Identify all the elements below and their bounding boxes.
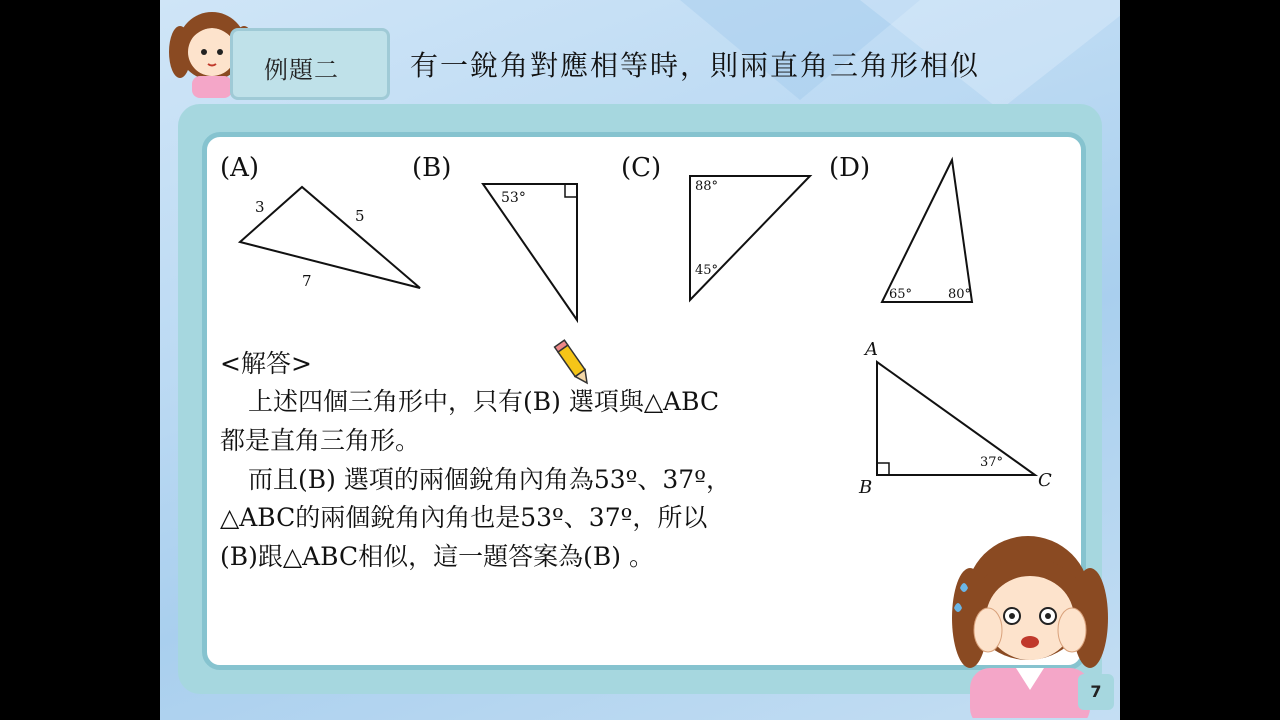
slide-title: 有一銳角對應相等時，則兩直角三角形相似 <box>410 49 981 82</box>
angle-label: 53° <box>501 190 526 206</box>
side-label: 5 <box>355 207 365 225</box>
side-label: 7 <box>302 272 312 290</box>
example-label: 例題二 <box>264 56 339 84</box>
side-label: 3 <box>255 198 265 216</box>
angle-label: 80° <box>948 287 972 302</box>
triangle-d <box>882 160 972 302</box>
option-a-label: (A) <box>220 153 260 183</box>
right-angle-mark-b <box>565 184 577 197</box>
triangle-a <box>240 187 420 288</box>
angle-label: 65° <box>889 287 913 302</box>
vertex-label: C <box>1038 470 1052 491</box>
answer-line: (B)跟△ABC相似，這一題答案為(B) 。 <box>220 542 654 571</box>
triangle-abc <box>877 362 1035 475</box>
triangle-b <box>483 184 577 320</box>
triangle-c <box>690 176 810 300</box>
vertex-label: B <box>859 477 873 498</box>
vertex-label: A <box>865 339 878 360</box>
answer-line: 而且(B) 選項的兩個銳角內角為53º、37º， <box>248 465 731 494</box>
answer-line: △ABC的兩個銳角內角也是53º、37º，所以 <box>220 503 708 532</box>
option-d-label: (D) <box>829 153 871 183</box>
slide <box>160 0 1120 720</box>
angle-label: 88° <box>695 179 719 194</box>
option-c-label: (C) <box>621 153 662 183</box>
angle-label: 45° <box>695 263 719 278</box>
option-b-label: (B) <box>412 153 452 183</box>
answer-heading: <解答> <box>220 349 312 378</box>
answer-line: 上述四個三角形中，只有(B) 選項與△ABC <box>248 387 720 416</box>
right-angle-mark-abc <box>877 463 889 475</box>
pencil-cursor-icon <box>555 340 592 386</box>
answer-line: 都是直角三角形。 <box>220 426 421 455</box>
angle-label: 37° <box>980 455 1004 470</box>
page-number: 7 <box>1078 674 1114 710</box>
